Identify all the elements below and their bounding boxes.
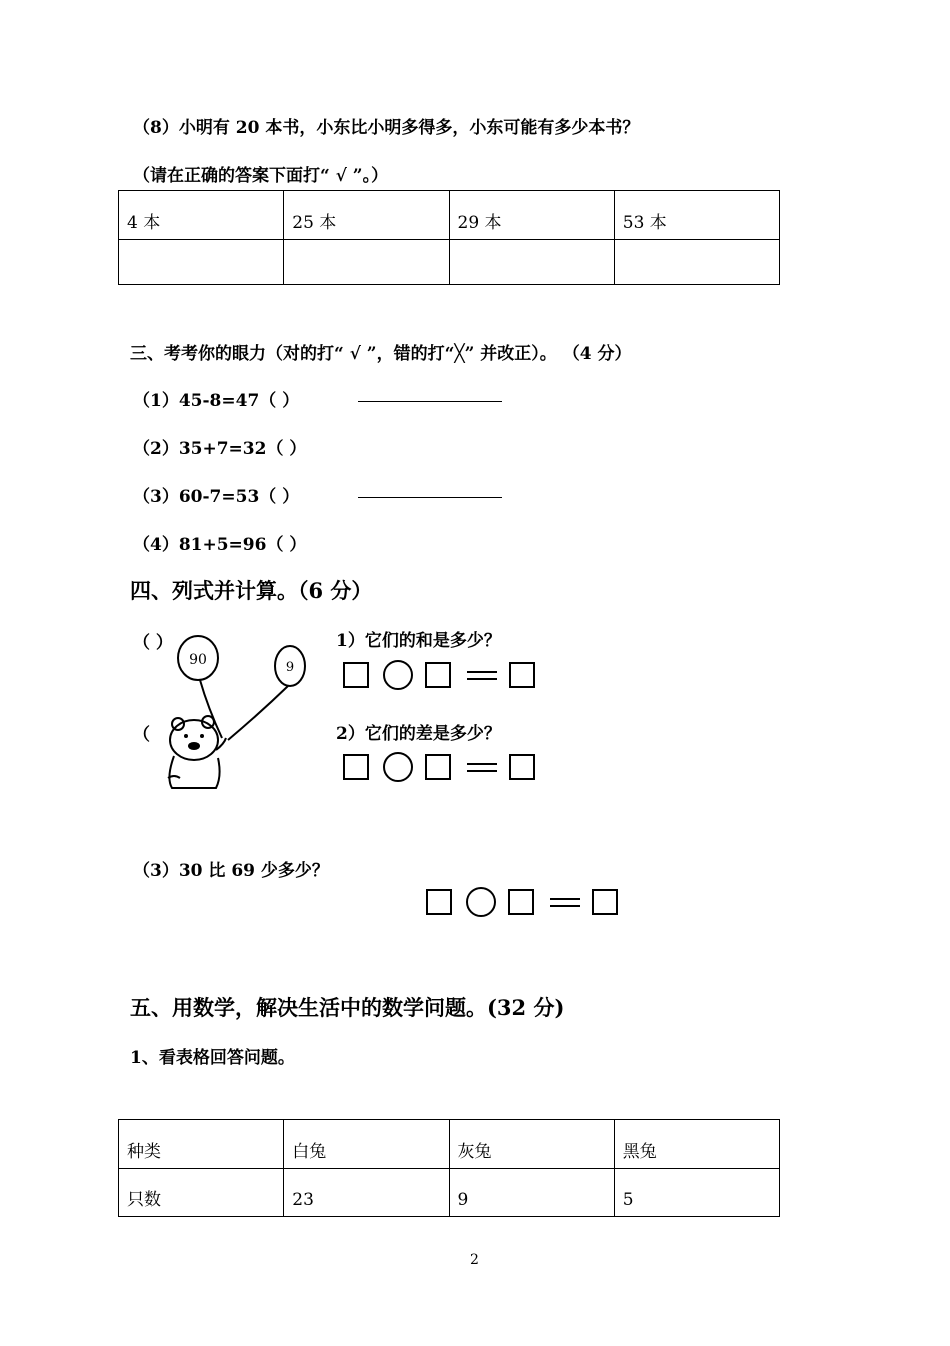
question-sum: 1）它们的和是多少？ [336, 631, 501, 651]
answer-box[interactable] [592, 889, 618, 915]
equals-sign [467, 671, 497, 680]
correction-line[interactable] [358, 497, 502, 498]
operator-circle[interactable] [466, 887, 496, 917]
answer-box[interactable] [425, 662, 451, 688]
q8-line1: （8）小明有 20 本书，小东比小明多得多，小东可能有多少本书？ [133, 118, 640, 138]
answer-cell[interactable] [284, 240, 449, 285]
answer-box[interactable] [426, 889, 452, 915]
balloon-9-label: 9 [285, 660, 295, 675]
answer-box[interactable] [425, 754, 451, 780]
answer-cell[interactable] [449, 240, 614, 285]
answer-cell[interactable] [119, 240, 284, 285]
table-cell: 5 [614, 1169, 779, 1217]
blank-paren: （ ） [133, 633, 173, 653]
answer-box[interactable] [343, 754, 369, 780]
question-3: （3）30 比 69 少多少？ [133, 861, 329, 881]
operator-circle[interactable] [383, 752, 413, 782]
operator-circle[interactable] [383, 660, 413, 690]
balloon-9 [275, 646, 305, 686]
equals-sign [467, 763, 497, 772]
answer-box[interactable] [343, 662, 369, 688]
bear-balloons-illustration [160, 628, 330, 796]
answer-box[interactable] [509, 754, 535, 780]
table-cell: 23 [284, 1169, 449, 1217]
answer-box[interactable] [509, 662, 535, 688]
table-header: 种类 [119, 1120, 284, 1169]
section4-title: 四、列式并计算。（6 分） [130, 578, 373, 603]
q8-options-table [118, 190, 780, 285]
q8-line2: （请在正确的答案下面打“ √ ”。） [133, 166, 389, 186]
section3-item: （2）35+7=32（ ） [133, 439, 307, 459]
correction-line[interactable] [358, 401, 502, 402]
table-cell: 9 [449, 1169, 614, 1217]
option-cell: 25 本 [284, 191, 449, 240]
question-difference: 2）它们的差是多少？ [336, 724, 501, 744]
section5-sub1: 1、看表格回答问题。 [130, 1048, 295, 1068]
table-cell: 只数 [119, 1169, 284, 1217]
balloon-90 [178, 636, 218, 680]
equals-sign [550, 898, 580, 907]
section3-item: （3）60-7=53（ ） [133, 487, 300, 507]
table-header: 黑兔 [614, 1120, 779, 1169]
answer-box[interactable] [508, 889, 534, 915]
answer-cell[interactable] [614, 240, 779, 285]
section3-item: （4）81+5=96（ ） [133, 535, 307, 555]
table-header: 白兔 [284, 1120, 449, 1169]
section5-title: 五、用数学，解决生活中的数学问题。(32 分) [130, 995, 565, 1020]
section3-title: 三、考考你的眼力（对的打“ √ ”，错的打“╳” 并改正）。 （4 分） [130, 344, 632, 364]
option-cell: 4 本 [119, 191, 284, 240]
blank-paren: （ [133, 725, 150, 745]
option-cell: 29 本 [449, 191, 614, 240]
rabbit-table [118, 1119, 780, 1217]
section3-item: （1）45-8=47（ ） [133, 391, 300, 411]
table-header: 灰兔 [449, 1120, 614, 1169]
page-number: 2 [470, 1252, 479, 1268]
option-cell: 53 本 [614, 191, 779, 240]
balloon-90-label: 90 [189, 652, 207, 668]
